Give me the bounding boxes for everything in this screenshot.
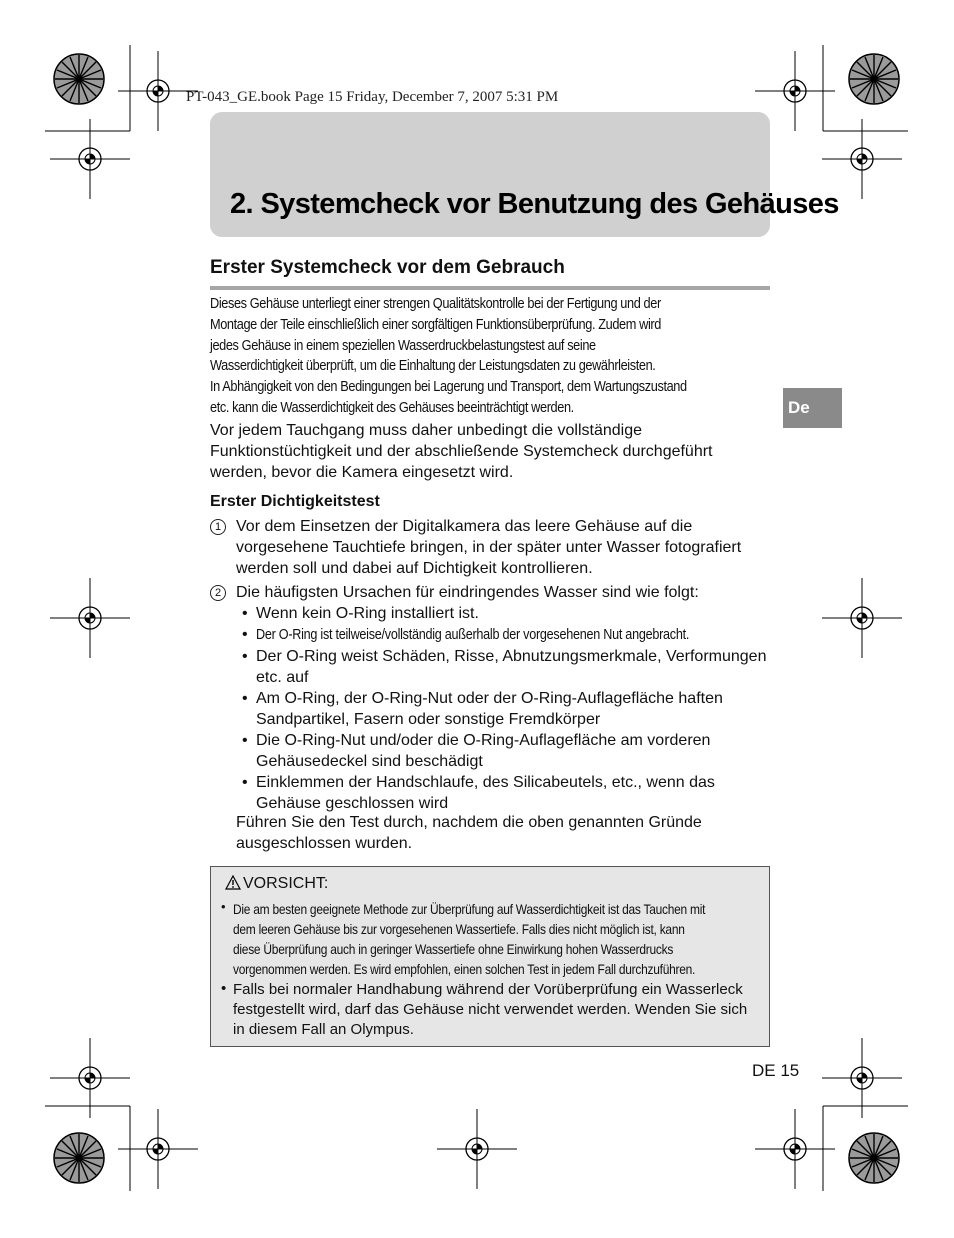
chapter-title: 2. Systemcheck vor Benutzung des Gehäuses [230, 188, 839, 220]
list-item: • Wenn kein O-Ring installiert ist. [242, 603, 782, 624]
intro-paragraph [210, 294, 708, 419]
step-number-icon: 1 [210, 519, 226, 535]
starburst-icon [54, 1133, 104, 1183]
intro-line: Dieses Gehäuse unterliegt einer strengen Qualitätskontrolle bei der Fertigung und der [210, 296, 661, 312]
intro-line: In Abhängigkeit von den Bedingungen bei Lagerung und Transport, dem Wartungszustand [210, 379, 687, 396]
step-item [210, 582, 770, 603]
intro-line: jedes Gehäuse in einem speziellen Wasserdruckbelastungstest auf seine [210, 337, 596, 354]
chapter-title-banner [210, 112, 839, 237]
caution-text: Falls bei normaler Handhabung während der Vorüberprüfung ein Wasserleck festgestellt wird, darf das Gehäuse nicht verwendet werden. Wenden Sie sich in diesem Fall an Olympus. [233, 981, 748, 1038]
list-item: • Die O-Ring-Nut und/oder die O-Ring-Auflagefläche am vorderen Gehäusedeckel sind beschädigt [242, 730, 782, 772]
starburst-icon [54, 54, 104, 104]
intro-line: etc. kann die Wasserdichtigkeit des Gehäuses beeinträchtigt werden. [210, 399, 574, 416]
subsection-heading: Erster Dichtigkeitstest [210, 493, 380, 510]
step-number-icon: 2 [210, 585, 226, 601]
step-text: Vor dem Einsetzen der Digitalkamera das leere Gehäuse auf die vorgesehene Tauchtiefe bringen, in der später unter Wasser fotografiert werden soll und dabei auf Dichtigkeit kontrollieren. [236, 518, 742, 577]
step-item [210, 516, 770, 579]
list-item: • Einklemmen der Handschlaufe, des Silicabeutels, etc., wenn das Gehäuse geschlossen wird [242, 772, 782, 814]
caution-box [210, 866, 770, 1047]
causes-list [242, 603, 782, 814]
caution-item: • Falls bei normaler Handhabung während der Vorüberprüfung ein Wasserleck festgestellt wird, darf das Gehäuse nicht verwendet werden. Wenden Sie sich in diesem Fall an Olympus. [221, 980, 761, 1040]
starburst-icon [849, 1133, 899, 1183]
closing-text: Führen Sie den Test durch, nachdem die oben genannten Gründe ausgeschlossen wurden. [236, 814, 702, 852]
list-item: • Der O-Ring weist Schäden, Risse, Abnutzungsmerkmale, Verformungen etc. auf [242, 646, 782, 688]
page-number: DE 15 [752, 1061, 800, 1080]
crosshair-icon [50, 578, 130, 658]
crosshair-icon [437, 1109, 517, 1189]
section-heading: Erster Systemcheck vor dem Gebrauch [210, 257, 565, 278]
caution-title: VORSICHT: [243, 875, 329, 892]
step-text: Die häufigsten Ursachen für eindringendes Wasser sind wie folgt: [236, 584, 699, 601]
language-tab: De [783, 388, 842, 428]
caution-heading [225, 875, 328, 893]
list-item: • Am O-Ring, der O-Ring-Nut oder der O-Ring-Auflagefläche haften Sandpartikel, Fasern oder sonstige Fremdkörper [242, 688, 782, 730]
print-header: PT-043_GE.book Page 15 Friday, December 7, 2007 5:31 PM [186, 89, 559, 105]
starburst-icon [849, 54, 899, 104]
intro-line: Wasserdichtigkeit überprüft, um die Einhaltung der Leistungsdaten zu gewährleisten. [210, 358, 656, 375]
intro-conclusion: Vor jedem Tauchgang muss daher unbedingt die vollständige Funktionstüchtigkeit und der abschließende Systemcheck durchgeführt werden, bevor die Kamera eingesetzt wird. [210, 422, 713, 481]
caution-line: diese Überprüfung auch in geringer Wassertiefe ohne Einwirkung hohen Wasserdrucks [233, 941, 674, 957]
crosshair-icon [822, 578, 902, 658]
caution-line: dem leeren Gehäuse bis zur vorgesehenen Wassertiefe. Falls dies nicht möglich ist, kann [233, 921, 685, 937]
caution-line: Die am besten geeignete Methode zur Überprüfung auf Wasserdichtigkeit ist das Tauchen mit [233, 901, 706, 917]
section-divider [210, 286, 770, 290]
caution-line: vorgenommen werden. Es wird empfohlen, einen solchen Test in jedem Fall durchzuführen. [233, 961, 696, 977]
caution-item: • Die am besten geeignete Methode zur Überprüfung auf Wasserdichtigkeit ist das Tauchen mit dem leeren Gehäuse bis zur vorgesehenen Wassertiefe. Falls dies nicht möglich ist, kann diese Überprüfung auch in geringer Wassertiefe ohne Einwirkung hohen Wasserdrucks vorgenommen werden. Es wird empfohlen, einen solchen Test in jedem Fall durchzuführen. [221, 899, 706, 977]
warning-triangle-icon [225, 875, 241, 890]
intro-line: Montage der Teile einschließlich einer sorgfältigen Funktionsüberprüfung. Zudem wird [210, 316, 661, 333]
list-item: • Der O-Ring ist teilweise/vollständig außerhalb der vorgesehenen Nut angebracht. [242, 624, 782, 646]
